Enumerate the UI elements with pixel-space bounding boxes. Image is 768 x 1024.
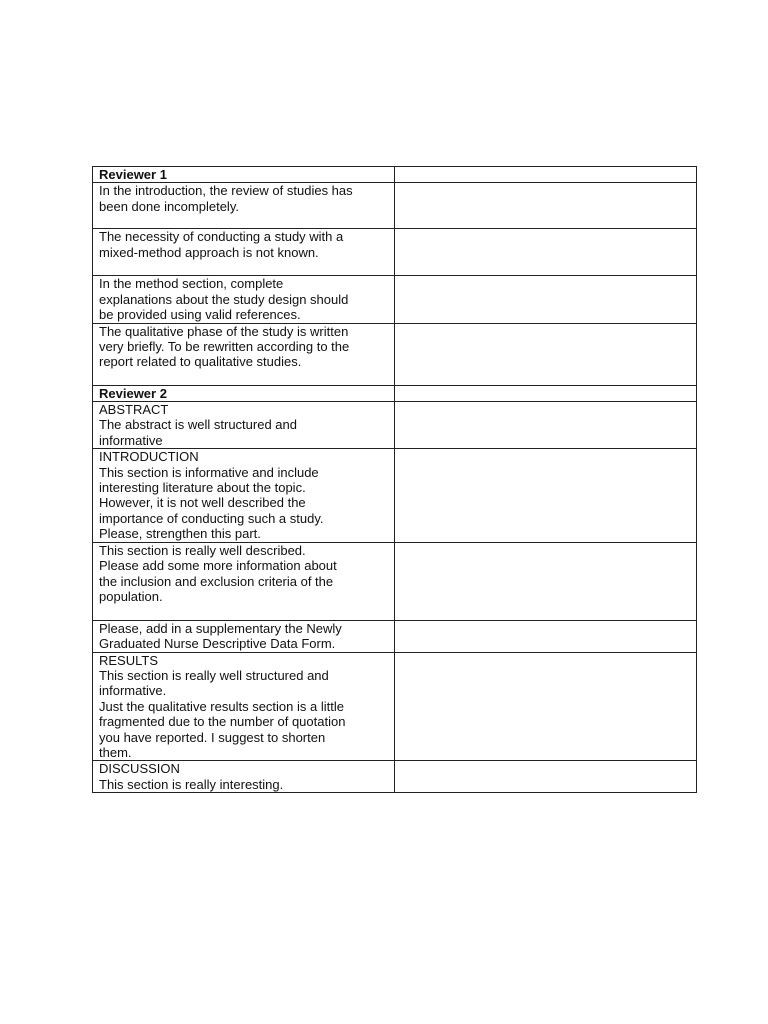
reviewer-heading-cell	[93, 167, 395, 183]
comment-line: RESULTS	[99, 652, 158, 668]
response-cell[interactable]	[395, 385, 697, 401]
comment-line: them.	[99, 744, 132, 760]
comment-cell	[93, 620, 395, 652]
comment-line: population.	[99, 588, 163, 604]
comment-line: explanations about the study design should	[99, 291, 349, 307]
comment-line: Please, strengthen this part.	[99, 526, 261, 542]
comment-row	[93, 323, 697, 385]
comment-line: Graduated Nurse Descriptive Data Form.	[99, 636, 336, 652]
response-cell[interactable]	[395, 183, 697, 229]
comment-line: This section is really interesting.	[99, 776, 284, 792]
response-cell[interactable]	[395, 167, 697, 183]
comment-cell	[93, 183, 395, 229]
comment-line: Please, add in a supplementary the Newly	[99, 620, 342, 636]
comment-line: fragmented due to the number of quotation	[99, 714, 346, 730]
comment-cell	[93, 542, 395, 620]
response-cell[interactable]	[395, 652, 697, 761]
comment-line: DISCUSSION	[99, 761, 180, 777]
comment-row	[93, 449, 697, 542]
comment-line: The qualitative phase of the study is written	[99, 323, 349, 339]
comment-cell	[93, 449, 395, 542]
comment-row	[93, 542, 697, 620]
reviewer-heading-cell	[93, 385, 395, 401]
comment-row	[93, 276, 697, 323]
comment-line: you have reported. I suggest to shorten	[99, 729, 326, 745]
comment-line: the inclusion and exclusion criteria of the	[99, 573, 334, 589]
response-cell[interactable]	[395, 542, 697, 620]
comment-line: interesting literature about the topic.	[99, 480, 306, 496]
comment-line: In the method section, complete	[99, 276, 284, 292]
comment-line: be provided using valid references.	[99, 307, 301, 323]
comment-line: informative.	[99, 683, 167, 699]
comment-cell	[93, 402, 395, 449]
reviewer-comments-table	[92, 166, 697, 793]
response-cell[interactable]	[395, 620, 697, 652]
response-cell[interactable]	[395, 276, 697, 323]
response-cell[interactable]	[395, 761, 697, 793]
response-cell[interactable]	[395, 449, 697, 542]
response-cell[interactable]	[395, 402, 697, 449]
comment-row	[93, 402, 697, 449]
comment-line: informative	[99, 432, 163, 448]
comment-line: Just the qualitative results section is a little	[99, 698, 344, 714]
comment-line: The necessity of conducting a study with a	[99, 229, 344, 245]
comment-cell	[93, 276, 395, 323]
comment-row	[93, 183, 697, 229]
reviewer-heading-row	[93, 167, 697, 183]
table-body	[93, 167, 697, 793]
reviewer-heading: Reviewer 1	[99, 167, 167, 182]
response-cell[interactable]	[395, 323, 697, 385]
response-cell[interactable]	[395, 229, 697, 276]
comment-row	[93, 652, 697, 761]
comment-row	[93, 229, 697, 276]
comment-row	[93, 761, 697, 793]
comment-cell	[93, 229, 395, 276]
comment-line: Please add some more information about	[99, 558, 337, 574]
comment-line: This section is really well described.	[99, 542, 306, 558]
comment-line: The abstract is well structured and	[99, 417, 297, 433]
comment-cell	[93, 323, 395, 385]
comment-line: importance of conducting such a study.	[99, 510, 324, 526]
comment-line: been done incompletely.	[99, 198, 239, 214]
comment-line: This section is informative and include	[99, 464, 319, 480]
comment-line: INTRODUCTION	[99, 449, 199, 465]
comment-line: This section is really well structured and	[99, 667, 329, 683]
comment-cell	[93, 761, 395, 793]
comment-line: ABSTRACT	[99, 402, 169, 418]
comment-line: very briefly. To be rewritten according to the	[99, 339, 350, 355]
comment-row	[93, 620, 697, 652]
comment-line: report related to qualitative studies.	[99, 354, 302, 370]
comment-line: mixed-method approach is not known.	[99, 244, 319, 260]
comment-cell	[93, 652, 395, 761]
comment-line: In the introduction, the review of studies has	[99, 183, 353, 199]
comment-line: However, it is not well described the	[99, 495, 306, 511]
reviewer-heading: Reviewer 2	[99, 385, 167, 401]
reviewer-heading-row	[93, 385, 697, 401]
